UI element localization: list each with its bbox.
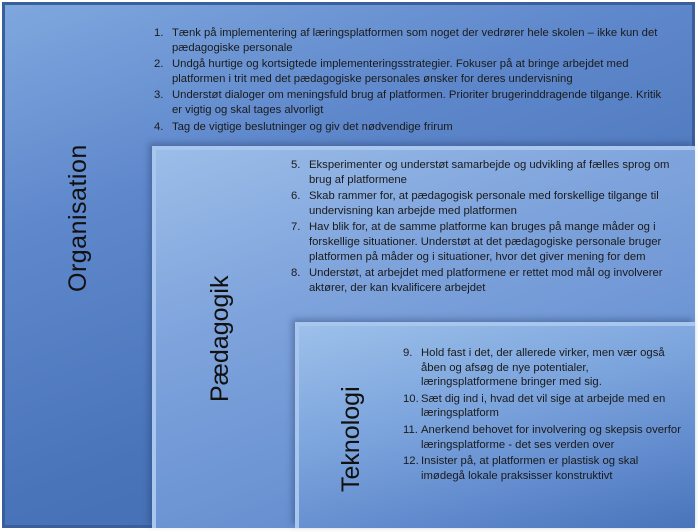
- organisation-list: [154, 26, 672, 136]
- item-number: 3.: [154, 89, 164, 102]
- paedagogik-list: [291, 158, 671, 297]
- item-text: Hold fast i det, der allerede virker, men vær også åben og afsøg de nye potentialer, læringsplatformene bringer med sig.: [421, 347, 665, 389]
- item-number: 11.: [403, 423, 418, 436]
- item-number: 10.: [403, 392, 419, 405]
- paedagogik-label: Pædagogik: [206, 275, 234, 402]
- list-item: [291, 266, 671, 295]
- item-number: 2.: [154, 58, 164, 71]
- item-text: Understøt, at arbejdet med platformene er rettet mod mål og involverer aktører, der kan kvalificere arbejdet: [309, 267, 663, 294]
- list-item: [403, 346, 683, 390]
- list-item: [403, 392, 683, 421]
- organisation-label: Organisation: [64, 144, 92, 292]
- item-text: Undgå hurtige og kortsigtede implementeringsstrategier. Fokuser på at bringe arbejdet med platformen i trit med det pædagogiske personales ønsker for deres undervisning: [172, 58, 629, 85]
- item-text: Tænk på implementering af læringsplatformen som noget der vedrører hele skolen – ikke kun det pædagogiske personale: [172, 27, 658, 54]
- item-number: 6.: [291, 190, 301, 203]
- item-number: 5.: [291, 159, 301, 171]
- item-text: Insister på, at platformen er plastisk og skal imødegå lokale praksisser konstruktivt: [421, 455, 639, 482]
- item-number: 12.: [403, 455, 419, 468]
- item-text: Eksperimenter og understøt samarbejde og udvikling af fælles sprog om brug af platformene: [309, 159, 670, 186]
- list-item: [154, 88, 672, 117]
- teknologi-label: Teknologi: [337, 386, 365, 492]
- list-item: [154, 120, 672, 135]
- list-item: [403, 454, 683, 483]
- list-item: [291, 189, 671, 218]
- item-number: 7.: [291, 221, 301, 234]
- list-item: [291, 158, 671, 187]
- list-item: [403, 423, 683, 452]
- item-number: 1.: [154, 27, 164, 39]
- list-item: [291, 220, 671, 264]
- item-number: 4.: [154, 120, 164, 133]
- list-item: [154, 26, 672, 55]
- item-text: Hav blik for, at de samme platforme kan bruges på mange måder og i forskellige situationer. Understøt at det pædagogiske personale bruger platformen på måder og i situationer, hvor det giver mening for dem: [309, 221, 662, 263]
- item-number: 9.: [403, 347, 413, 359]
- list-item: [154, 57, 672, 86]
- item-text: Understøt dialoger om meningsfuld brug af platformen. Prioriter brugerinddragende tilgange. Kritik er vigtig og skal tages alvorligt: [172, 89, 662, 116]
- item-text: Skab rammer for, at pædagogisk personale med forskellige tilgange til undervisning kan arbejde med platformen: [309, 190, 659, 217]
- item-text: Anerkend behovet for involvering og skepsis overfor læringsplatforme - det ses verden over: [421, 423, 681, 451]
- item-number: 8.: [291, 267, 301, 280]
- item-text: Tag de vigtige beslutninger og giv det nødvendige frirum: [172, 120, 453, 133]
- item-text: Sæt dig ind i, hvad det vil sige at arbejde med en læringsplatform: [421, 392, 666, 420]
- teknologi-list: [403, 346, 683, 485]
